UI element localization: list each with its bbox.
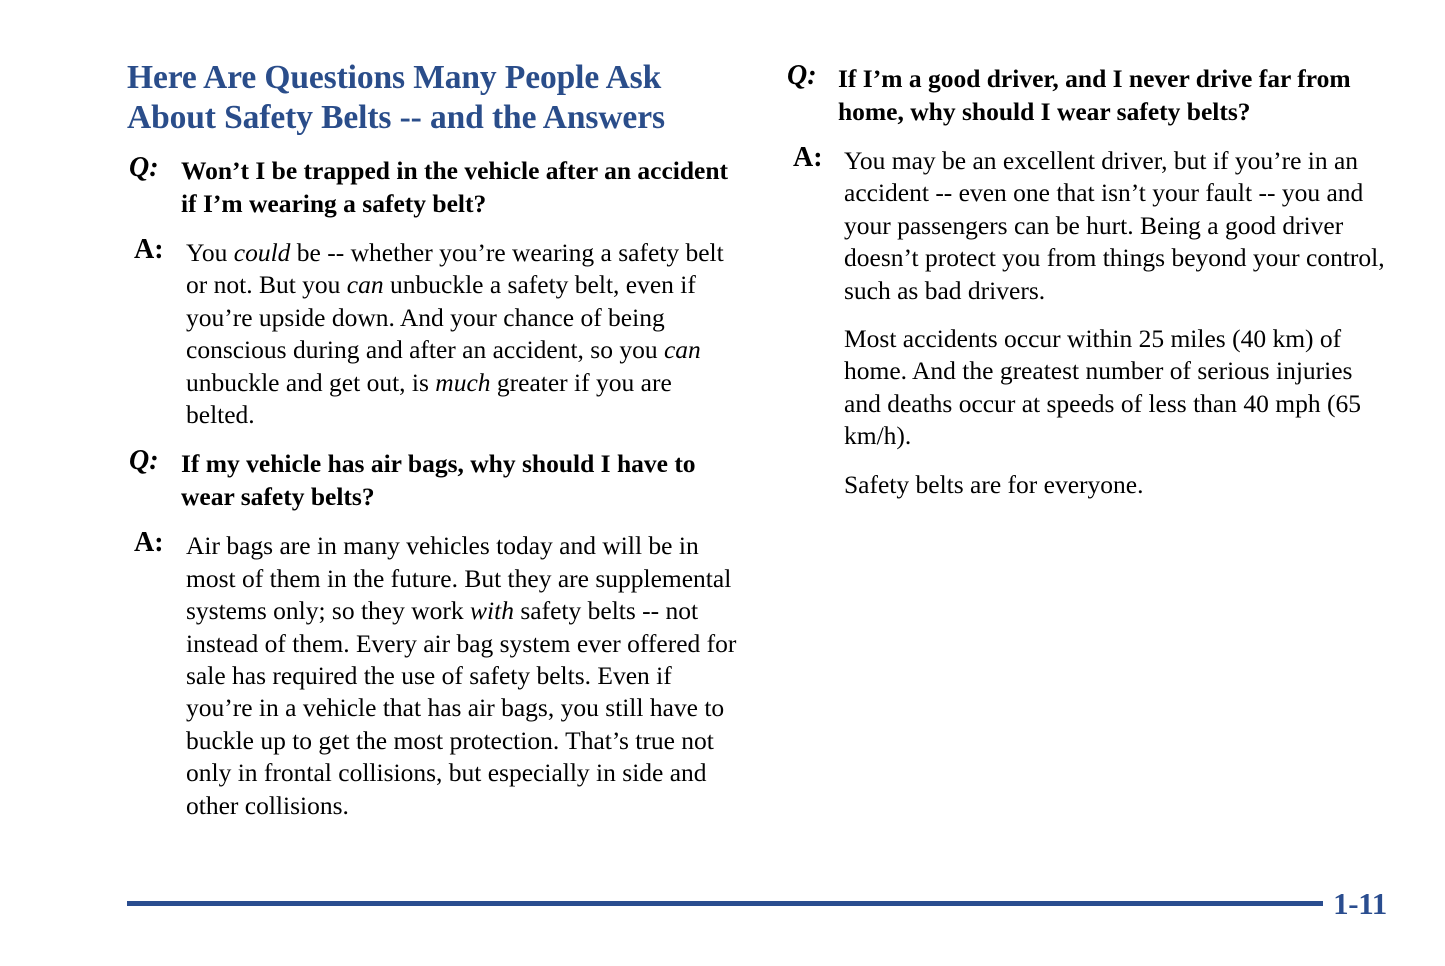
question-marker: Q: xyxy=(787,60,817,91)
answer-marker: A: xyxy=(134,234,164,265)
answer-body xyxy=(844,142,1387,501)
qa-answer-block xyxy=(127,234,739,431)
left-column xyxy=(127,58,739,822)
answer-marker: A: xyxy=(134,527,164,559)
answer-body xyxy=(186,527,739,822)
question-text: If I’m a good driver, and I never drive far from home, why should I wear safety belts? xyxy=(838,64,1351,126)
qa-answer-block xyxy=(787,142,1387,501)
page-columns xyxy=(127,58,1387,822)
question-body xyxy=(181,152,739,220)
question-text: Won’t I be trapped in the vehicle after an accident if I’m wearing a safety belt? xyxy=(181,156,729,218)
qa-question-block xyxy=(787,60,1387,128)
question-marker: Q: xyxy=(129,152,159,183)
page-number: 1-11 xyxy=(1333,885,1387,921)
answer-paragraph: Most accidents occur within 25 miles (40 km) of home. And the greatest number of serious injuries and deaths occur at speeds of less than 40 mph (65 km/h). xyxy=(844,324,1361,451)
question-body xyxy=(838,60,1387,128)
qa-question-block xyxy=(127,445,739,513)
answer-paragraph: You could be -- whether you’re wearing a safety belt or not. But you can unbuckle a safety belt, even if you’re upside down. And your chance of being conscious during and after an accident, so you can unbuckle and get out, is much greater if you are belted. xyxy=(186,238,724,430)
answer-marker: A: xyxy=(793,142,823,173)
right-column xyxy=(787,58,1387,501)
qa-question-block xyxy=(127,152,739,220)
page-footer xyxy=(127,886,1387,920)
footer-rule xyxy=(127,901,1323,906)
question-body xyxy=(181,445,739,513)
answer-paragraph: Air bags are in many vehicles today and will be in most of them in the future. But they are supplemental systems only; so they work with safety belts -- not instead of them. Every air bag system ever offered for sale has required the use of safety belts. Even if you’re in a vehicle that has air bags, you still have to buckle up to get the most protection. That’s true not only in frontal collisions, but especially in side and other collisions. xyxy=(186,531,737,820)
answer-paragraph: Safety belts are for everyone. xyxy=(844,469,1144,499)
question-text: If my vehicle has air bags, why should I have to wear safety belts? xyxy=(181,449,696,512)
qa-answer-block xyxy=(127,527,739,822)
question-marker: Q: xyxy=(129,445,159,477)
answer-paragraph: You may be an excellent driver, but if you’re in an accident -- even one that isn’t your fault -- you and your passengers can be hurt. Being a good driver doesn’t protect you from things beyond your control, such as bad drivers. xyxy=(844,146,1385,305)
answer-body xyxy=(186,234,739,431)
page-title: Here Are Questions Many People Ask About Safety Belts -- and the Answers xyxy=(127,59,665,136)
